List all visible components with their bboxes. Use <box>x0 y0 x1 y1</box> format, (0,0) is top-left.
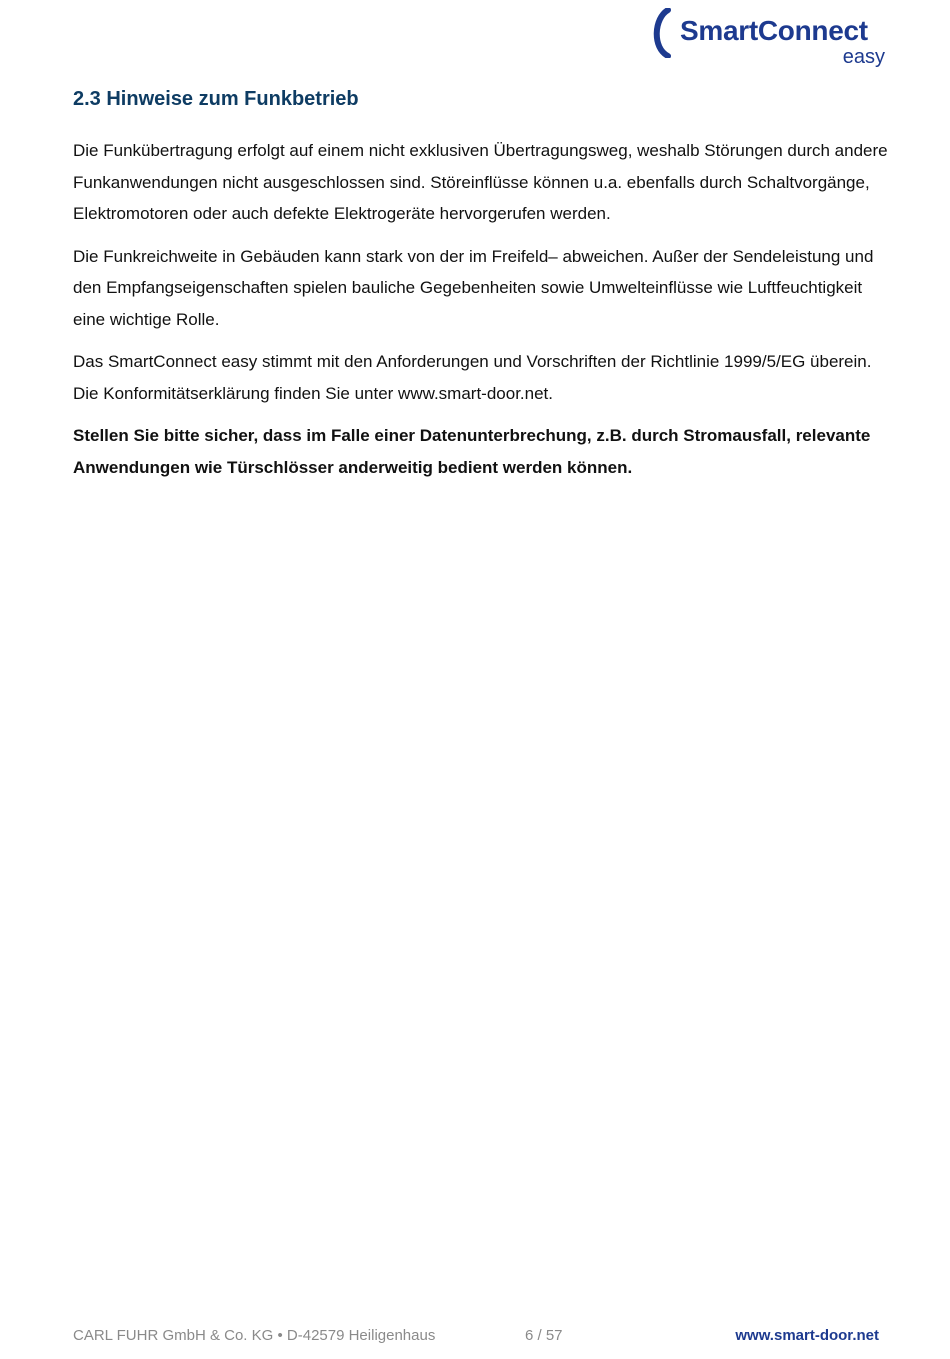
footer-website-link[interactable]: www.smart-door.net <box>735 1327 879 1344</box>
logo-bracket-icon <box>648 8 674 58</box>
paragraph-warning: Stellen Sie bitte sicher, dass im Falle einer Datenunterbrechung, z.B. durch Stromausfall, relevante Anwendungen wie Türschlösser anderweitig bedient werden können. <box>73 426 871 477</box>
page-footer <box>73 1327 879 1351</box>
footer-page-number: 6 / 57 <box>525 1327 563 1344</box>
smartconnect-logo <box>648 8 893 68</box>
footer-company: CARL FUHR GmbH & Co. KG • D-42579 Heiligenhaus <box>73 1327 436 1344</box>
paragraph-conformity: Das SmartConnect easy stimmt mit den Anforderungen und Vorschriften der Richtlinie 1999/5/EG überein. Die Konformitätserklärung finden Sie unter www.smart-door.net. <box>73 352 872 403</box>
paragraph-range: Die Funkreichweite in Gebäuden kann stark von der im Freifeld– abweichen. Außer der Sendeleistung und den Empfangseigenschaften spielen bauliche Gegebenheiten sowie Umwelteinflüsse wie Luftfeuchtigkeit eine wichtige Rolle. <box>73 246 874 329</box>
section-title: 2.3 Hinweise zum Funkbetrieb <box>73 88 359 110</box>
logo-subtitle: easy <box>842 46 885 68</box>
paragraph-interference: Die Funkübertragung erfolgt auf einem nicht exklusiven Übertragungsweg, weshalb Störungen durch andere Funkanwendungen nicht ausgeschlossen sind. Störeinflüsse können u.a. ebenfalls durch Schaltvorgänge, Elektromotoren oder auch defekte Elektrogeräte hervorgerufen werden. <box>73 141 888 223</box>
main-content <box>73 85 893 495</box>
logo-wordmark: SmartConnect <box>680 15 868 46</box>
